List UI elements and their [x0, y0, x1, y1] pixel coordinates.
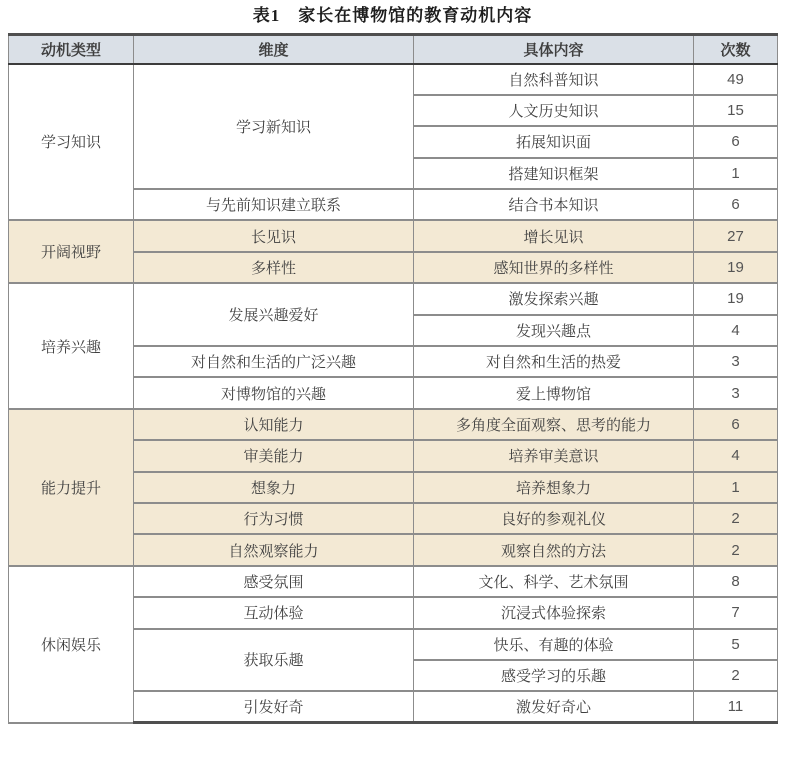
- content-cell: 搭建知识框架: [414, 158, 694, 189]
- content-cell: 人文历史知识: [414, 95, 694, 126]
- dimension-cell: 学习新知识: [134, 64, 414, 190]
- content-cell: 结合书本知识: [414, 189, 694, 220]
- count-cell: 1: [694, 158, 778, 189]
- content-cell: 感知世界的多样性: [414, 252, 694, 283]
- count-cell: 2: [694, 534, 778, 565]
- dimension-cell: 长见识: [134, 220, 414, 251]
- content-cell: 良好的参观礼仪: [414, 503, 694, 534]
- count-cell: 11: [694, 691, 778, 722]
- table-row: [9, 64, 778, 95]
- table-header-row: [9, 35, 778, 64]
- dimension-cell: 互动体验: [134, 597, 414, 628]
- table-row: [9, 283, 778, 314]
- header-cell-count: 次数: [694, 35, 778, 64]
- dimension-cell: 审美能力: [134, 440, 414, 471]
- content-cell: 沉浸式体验探索: [414, 597, 694, 628]
- motivation-type-cell: 休闲娱乐: [9, 566, 134, 723]
- dimension-cell: 多样性: [134, 252, 414, 283]
- count-cell: 6: [694, 189, 778, 220]
- motivation-table: [8, 33, 778, 724]
- dimension-cell: 发展兴趣爱好: [134, 283, 414, 346]
- content-cell: 激发探索兴趣: [414, 283, 694, 314]
- count-cell: 5: [694, 629, 778, 660]
- table-row: [9, 220, 778, 251]
- count-cell: 8: [694, 566, 778, 597]
- motivation-type-cell: 能力提升: [9, 409, 134, 566]
- content-cell: 多角度全面观察、思考的能力: [414, 409, 694, 440]
- header-cell-content: 具体内容: [414, 35, 694, 64]
- content-cell: 发现兴趣点: [414, 315, 694, 346]
- content-cell: 爱上博物馆: [414, 377, 694, 408]
- count-cell: 1: [694, 472, 778, 503]
- content-cell: 拓展知识面: [414, 126, 694, 157]
- dimension-cell: 想象力: [134, 472, 414, 503]
- content-cell: 培养审美意识: [414, 440, 694, 471]
- header-cell-motivation-type: 动机类型: [9, 35, 134, 64]
- table-title: 表1 家长在博物馆的教育动机内容: [252, 6, 533, 25]
- count-cell: 7: [694, 597, 778, 628]
- content-cell: 培养想象力: [414, 472, 694, 503]
- motivation-type-cell: 开阔视野: [9, 220, 134, 283]
- content-cell: 感受学习的乐趣: [414, 660, 694, 691]
- dimension-cell: 获取乐趣: [134, 629, 414, 692]
- content-cell: 文化、科学、艺术氛围: [414, 566, 694, 597]
- table-body: [9, 64, 778, 723]
- count-cell: 4: [694, 315, 778, 346]
- dimension-cell: 与先前知识建立联系: [134, 189, 414, 220]
- count-cell: 2: [694, 660, 778, 691]
- count-cell: 6: [694, 409, 778, 440]
- count-cell: 3: [694, 377, 778, 408]
- dimension-cell: 认知能力: [134, 409, 414, 440]
- dimension-cell: 行为习惯: [134, 503, 414, 534]
- dimension-cell: 对博物馆的兴趣: [134, 377, 414, 408]
- count-cell: 19: [694, 252, 778, 283]
- header-cell-dimension: 维度: [134, 35, 414, 64]
- content-cell: 快乐、有趣的体验: [414, 629, 694, 660]
- count-cell: 6: [694, 126, 778, 157]
- dimension-cell: 感受氛围: [134, 566, 414, 597]
- content-cell: 对自然和生活的热爱: [414, 346, 694, 377]
- count-cell: 4: [694, 440, 778, 471]
- content-cell: 激发好奇心: [414, 691, 694, 722]
- count-cell: 3: [694, 346, 778, 377]
- table-row: [9, 566, 778, 597]
- content-cell: 观察自然的方法: [414, 534, 694, 565]
- count-cell: 19: [694, 283, 778, 314]
- motivation-type-cell: 学习知识: [9, 64, 134, 221]
- content-cell: 增长见识: [414, 220, 694, 251]
- count-cell: 2: [694, 503, 778, 534]
- motivation-type-cell: 培养兴趣: [9, 283, 134, 409]
- dimension-cell: 对自然和生活的广泛兴趣: [134, 346, 414, 377]
- count-cell: 15: [694, 95, 778, 126]
- dimension-cell: 自然观察能力: [134, 534, 414, 565]
- count-cell: 27: [694, 220, 778, 251]
- content-cell: 自然科普知识: [414, 64, 694, 95]
- dimension-cell: 引发好奇: [134, 691, 414, 722]
- table-row: [9, 409, 778, 440]
- count-cell: 49: [694, 64, 778, 95]
